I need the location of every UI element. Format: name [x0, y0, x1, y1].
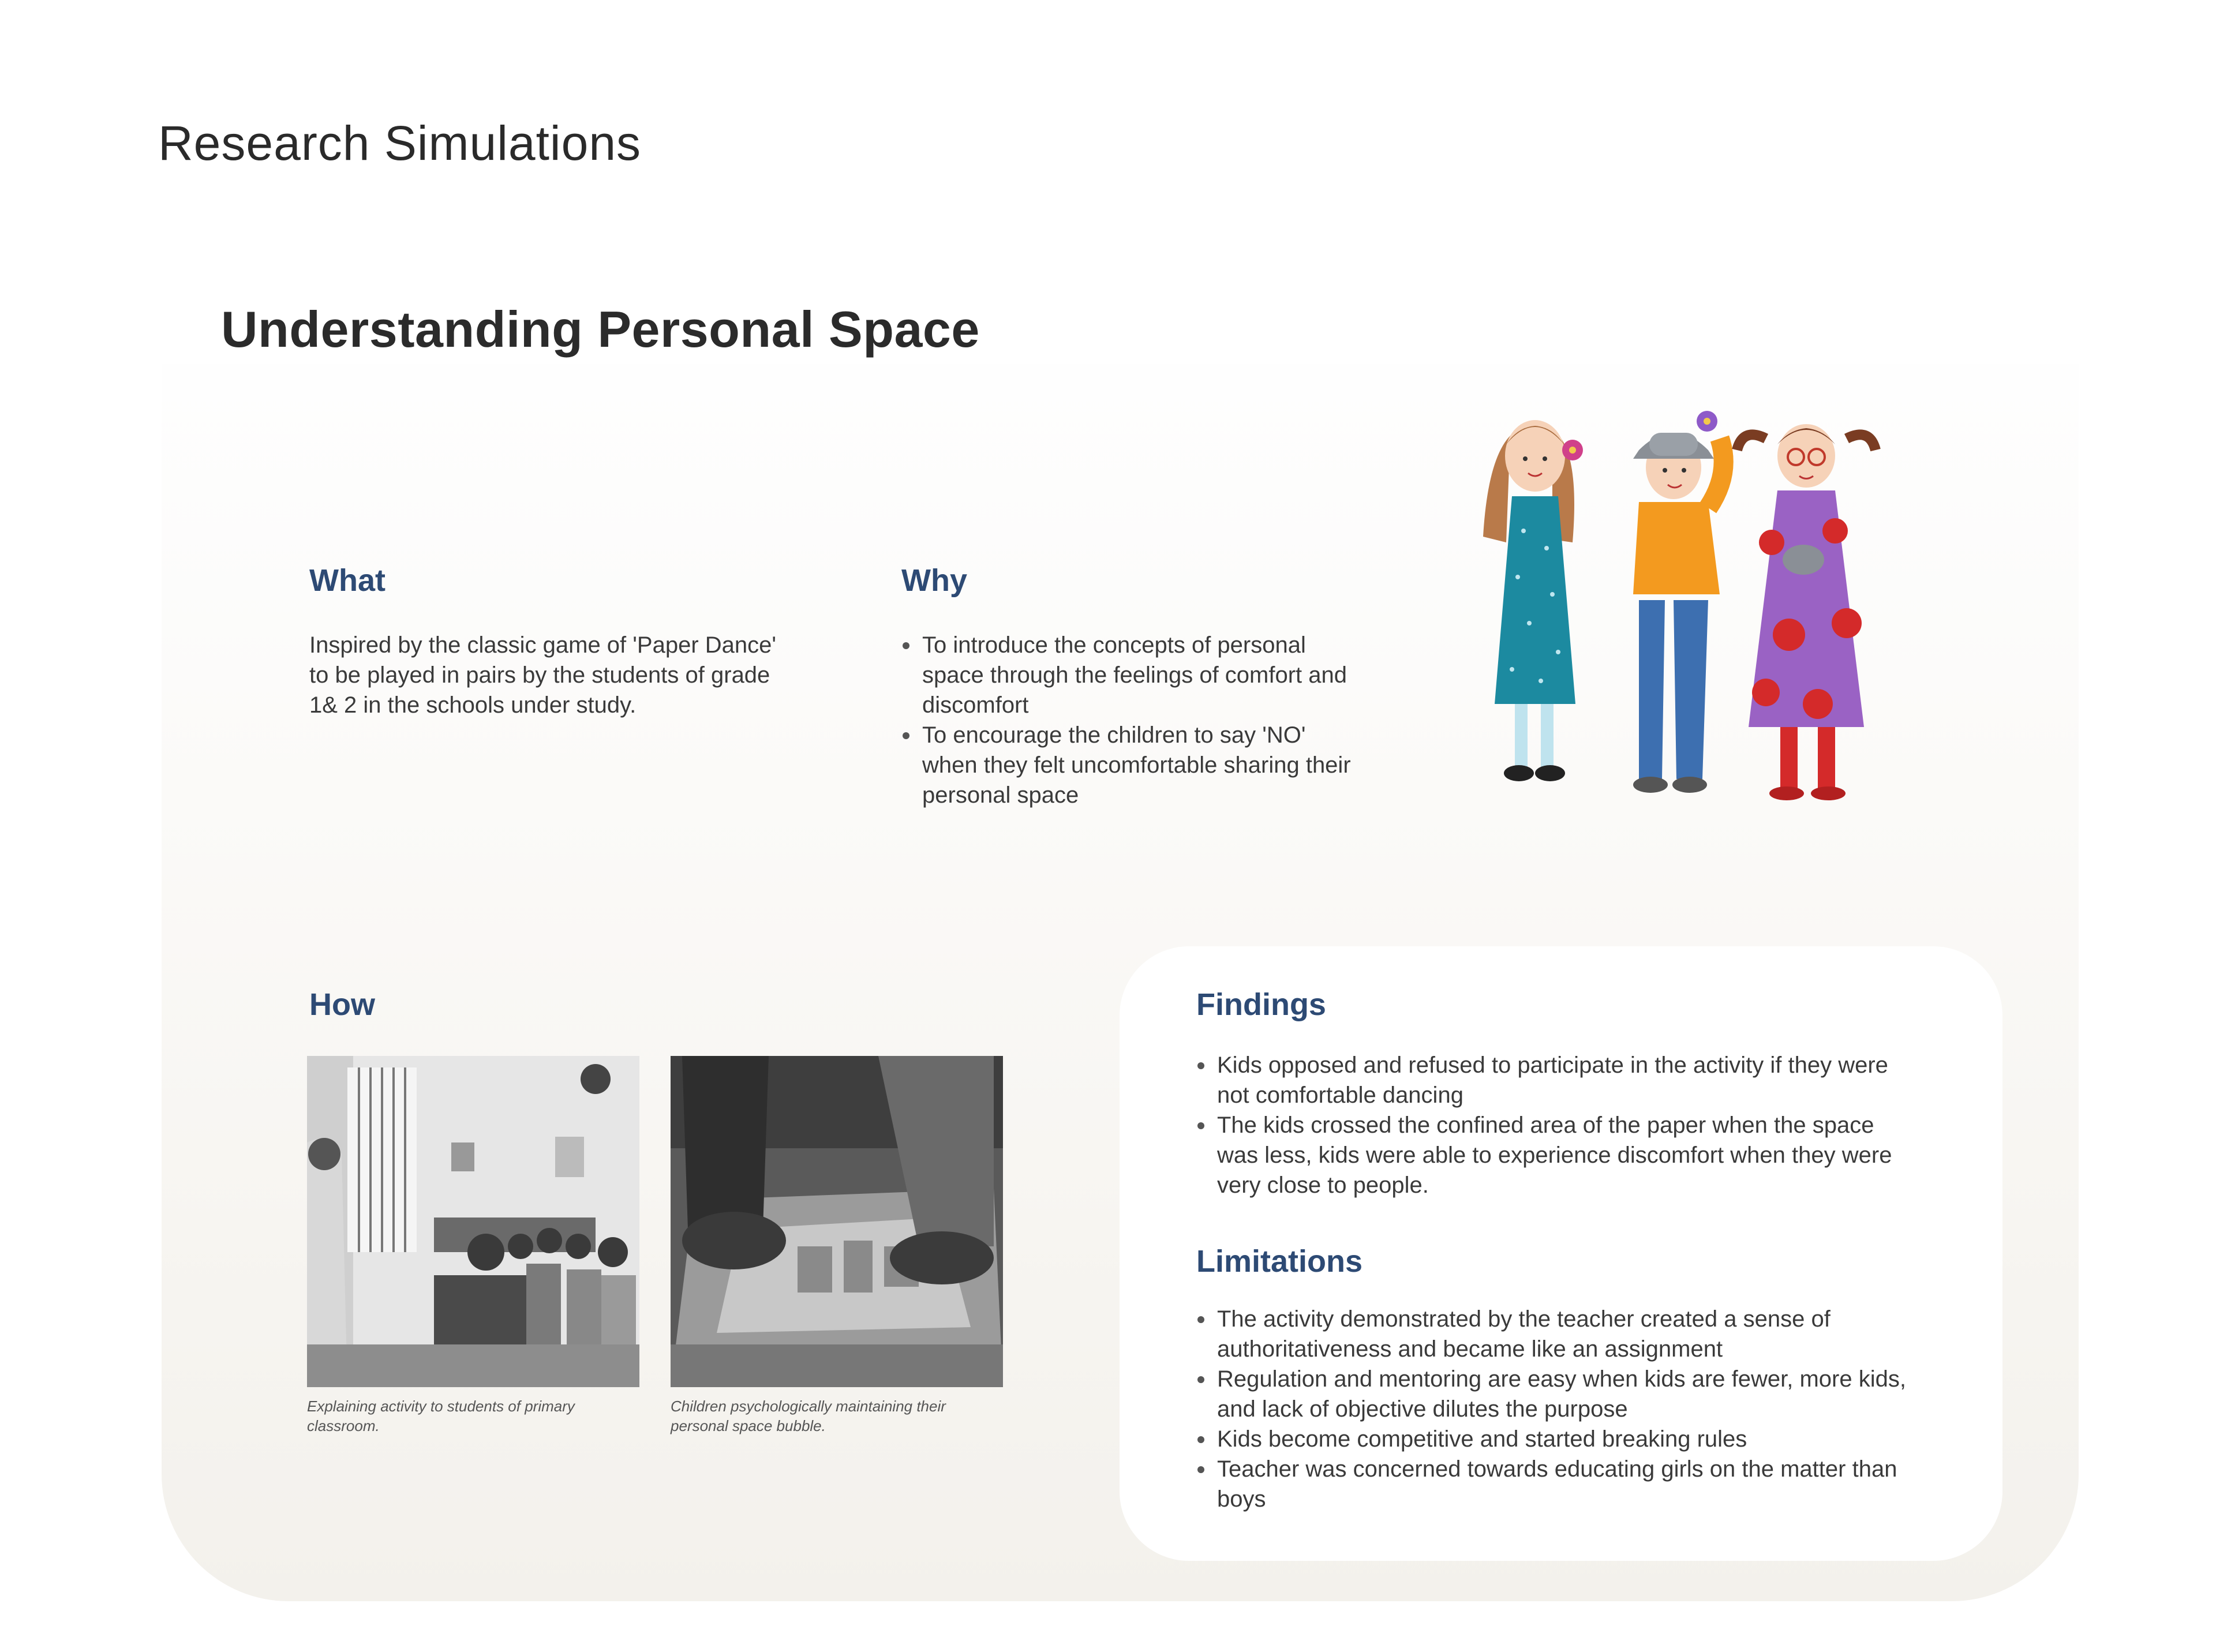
caption-line: personal space bubble.: [671, 1417, 826, 1434]
why-item-line: To introduce the concepts of personal: [922, 632, 1306, 658]
caption-line: classroom.: [307, 1417, 380, 1434]
classroom-photo-caption: [307, 1396, 653, 1436]
limitations-item-line: authoritativeness and became like an assignment: [1217, 1336, 1723, 1362]
what-body: [309, 630, 776, 720]
caption-line: Explaining activity to students of primary: [307, 1398, 575, 1415]
limitations-item: [1196, 1364, 1964, 1424]
findings-item-line: Kids opposed and refused to participate in the activity if they were: [1217, 1052, 1888, 1078]
limitations-item-line: The activity demonstrated by the teacher created a sense of: [1217, 1306, 1831, 1332]
how-heading: How: [309, 987, 375, 1022]
limitations-item-line: Kids become competitive and started breaking rules: [1217, 1426, 1747, 1452]
limitations-heading: Limitations: [1196, 1244, 1363, 1279]
limitations-list: [1196, 1304, 1964, 1514]
findings-list: [1196, 1050, 1964, 1200]
limitations-item-line: boys: [1217, 1486, 1266, 1512]
limitations-item-line: Teacher was concerned towards educating girls on the matter than: [1217, 1456, 1897, 1482]
what-line: 1& 2 in the schools under study.: [309, 692, 637, 718]
limitations-item: [1196, 1424, 1964, 1454]
why-heading: Why: [901, 563, 967, 598]
why-item: [901, 630, 1398, 720]
why-item-line: when they felt uncomfortable sharing their: [922, 752, 1351, 778]
limitations-item: [1196, 1454, 1964, 1514]
boy-orange-shirt-figure: [1633, 411, 1724, 793]
girl-purple-dress-figure: [1737, 424, 1876, 800]
paper-dance-feet-photo-caption: [671, 1396, 1017, 1436]
girl-teal-dress-figure: [1483, 420, 1583, 781]
page-title: Research Simulations: [158, 116, 642, 170]
what-line: Inspired by the classic game of 'Paper Dance': [309, 632, 777, 658]
what-heading: What: [309, 563, 385, 598]
why-list: [901, 630, 1398, 810]
limitations-item: [1196, 1304, 1964, 1364]
findings-item-line: was less, kids were able to experience discomfort when they were: [1217, 1142, 1892, 1168]
caption-line: Children psychologically maintaining their: [671, 1398, 946, 1415]
findings-item-line: not comfortable dancing: [1217, 1082, 1463, 1108]
findings-heading: Findings: [1196, 987, 1326, 1022]
why-item-line: space through the feelings of comfort and: [922, 662, 1347, 688]
findings-item: [1196, 1050, 1964, 1110]
why-item-line: discomfort: [922, 692, 1029, 718]
why-item-line: personal space: [922, 782, 1079, 808]
why-item-line: To encourage the children to say 'NO': [922, 722, 1306, 748]
findings-item-line: very close to people.: [1217, 1172, 1429, 1198]
why-item: [901, 720, 1398, 810]
findings-item: [1196, 1110, 1964, 1200]
section-title: Understanding Personal Space: [221, 301, 980, 358]
findings-item-line: The kids crossed the confined area of the paper when the space: [1217, 1112, 1874, 1138]
limitations-item-line: and lack of objective dilutes the purpose: [1217, 1396, 1628, 1422]
paper-dance-feet-photo: [671, 1056, 1003, 1387]
what-line: to be played in pairs by the students of grade: [309, 662, 770, 688]
classroom-photo: [307, 1056, 639, 1387]
limitations-item-line: Regulation and mentoring are easy when kids are fewer, more kids,: [1217, 1366, 1906, 1392]
children-illustration: [1466, 404, 1904, 819]
